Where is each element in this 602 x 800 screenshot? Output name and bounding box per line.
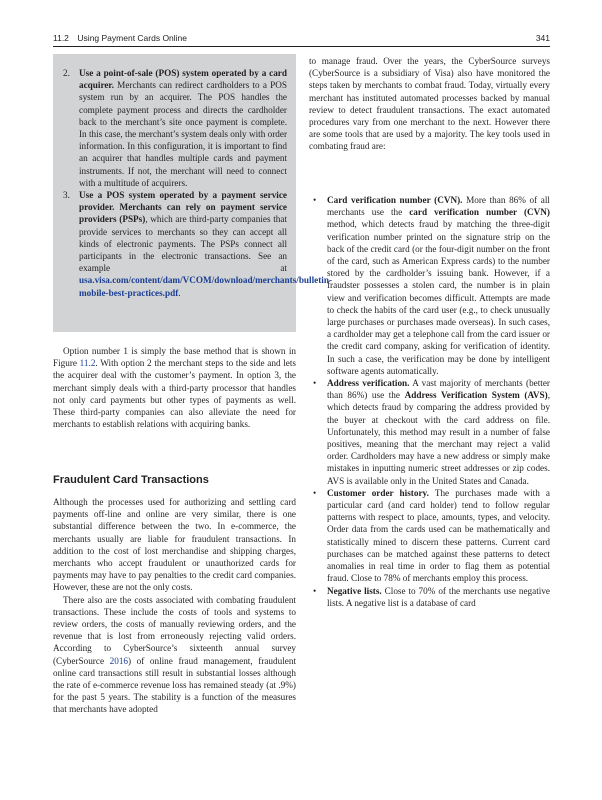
page-number: 341 <box>535 33 550 43</box>
header-rule <box>53 46 550 47</box>
list-item <box>63 67 287 189</box>
section-heading: Fraudulent Card Transactions <box>53 474 209 486</box>
item-number: 2. <box>63 68 70 78</box>
visa-link[interactable]: usa.visa.com/content/dam/VCOM/download/merchants/bulletin-mobile-best-practices.pdf <box>79 275 333 298</box>
right-paragraph: to manage fraud. Over the years, the CyberSource surveys (CyberSource is a subsidiary of Visa) also have monitored the steps taken by merchants to combat fraud. Today, virtually every merchant has instituted automated processes backed by manual review to detect fraudulent transactions. The exact automated procedures vary from one merchant to the next. However there are some tools that are used by a majority. The key tools used in combating fraud are: <box>309 56 550 152</box>
item-text: , which are third-party companies that provide services to merchants so they can accept all kinds of electronic payments. The PSPs connect all participants in the electronic transactions. See an example at <box>79 214 287 274</box>
list-item: • Address verification. A vast majority of merchants (better than 86%) use the Address Verification System (AVS), which detects fraud by comparing the address provided by the buyer at checkout with the card address on file. Unfortunately, this method may result in a number of false positives, meaning that the merchant may reject a valid order. Cardholders may have a new address or simply make mistakes in inputting numeric street addresses or zip codes. AVS is available only in the United States and Canada. <box>309 377 550 487</box>
list-item: • Negative lists. Close to 70% of the merchants use negative lists. A negative list is a database of card <box>309 585 550 609</box>
options-list <box>53 54 333 299</box>
citation-reference[interactable]: 2016 <box>109 655 128 666</box>
fraud-body <box>53 496 296 716</box>
item-number: 3. <box>63 190 70 201</box>
section-title: 11.2 Using Payment Cards Online <box>53 33 188 43</box>
item-title: Use a point-of-sale (POS) system operated by a card acquirer. <box>79 68 287 91</box>
options-paragraph: Option number 1 is simply the base method that is shown in Figure 11.2. With option 2 the merchant steps to the side and lets the acquirer deal with the customer’s payment. In option 3, the merchant simply deals with a third-party processor that handles not only card payments but other types of payments as well. These third-party companies can also alleviate the need for merchants to establish relations with acquiring banks. <box>53 346 296 430</box>
item-title: Use a POS system operated by a payment service provider. Merchants can rely on payment service providers (PSPs) <box>79 190 287 225</box>
paragraph: There also are the costs associated with combating fraudulent transactions. These include the costs of tools and systems to review orders, the costs of manually reviewing orders, and the revenue that is lost from erroneously rejecting valid orders. According to CyberSource’s sixteenth annual survey (CyberSource 2016) of online fraud management, fraudulent online card transactions still result in substantial losses although the rate of e-commerce revenue loss has remained steady (at .9%) for the past 5 years. The stability is a function of the measures that merchants have adopted <box>53 594 296 715</box>
list-item: 3. Use a POS system operated by a payment service provider. Merchants can rely on payment service providers (PSPs), which are third-party companies that provide services to merchants so they can accept all kinds of electronic payments. The PSPs connect all participants in the electronic transactions. See an example at usa.visa.com/content/dam/VCOM/download/merchants/bulletin-mobile-best-practices.pdf. <box>63 190 333 298</box>
figure-reference[interactable]: 11.2 <box>79 358 96 369</box>
fraud-tools-list <box>309 194 550 609</box>
list-item: • Customer order history. The purchases made with a particular card (and card holder) tend to follow regular patterns with respect to place, amounts, types, and velocity. Order data from the cards used can be mathematically and statistically mined to discern these patterns. Current card purchases can be matched against these patterns to detect anomalies in real time in order to flag them as potential fraud. Close to 78% of merchants employ this process. <box>309 487 550 585</box>
item-text: Merchants can redirect cardholders to a POS system run by an acquirer. The POS handles the complete payment process and directs the cardholder back to the merchant’s site once payment is complete. In this case, the merchant’s system deals only with order information. In this configuration, it is important to find an acquirer that handles multiple cards and payment instruments. If not, the merchant will need to connect with a multitude of acquirers. <box>79 80 287 188</box>
paragraph: Although the processes used for authorizing and settling card payments off-line and online are very similar, there is one substantial difference between the two. In e-commerce, the merchants usually are liable for fraudulent transactions. In addition to the cost of lost merchandise and shipping charges, merchants who accept fraudulent or unauthorized cards for payments may have to pay penalties to the credit card companies. However, these are not the only costs. <box>53 497 296 593</box>
options-box <box>53 54 333 332</box>
list-item: • Card verification number (CVN). More than 86% of all merchants use the card verification number (CVN) method, which detects fraud by matching the three-digit verification number printed on the signature strip on the back of the credit card (or the four-digit number on the front of the card, such as American Express cards) to the number stored by the cardholder’s issuing bank. However, if a fraudster possesses a stolen card, the number is in plain view and verification becomes difficult. Attempts are made to check the habits of the card user (e.g., to check unusually large purchases or purchases made overseas). In such cases, a cardholder may get a telephone call from the card issuer or the credit card company, asking for verification of identity. In such a case, the verification may be done by intelligent software agents automatically. <box>309 194 550 377</box>
